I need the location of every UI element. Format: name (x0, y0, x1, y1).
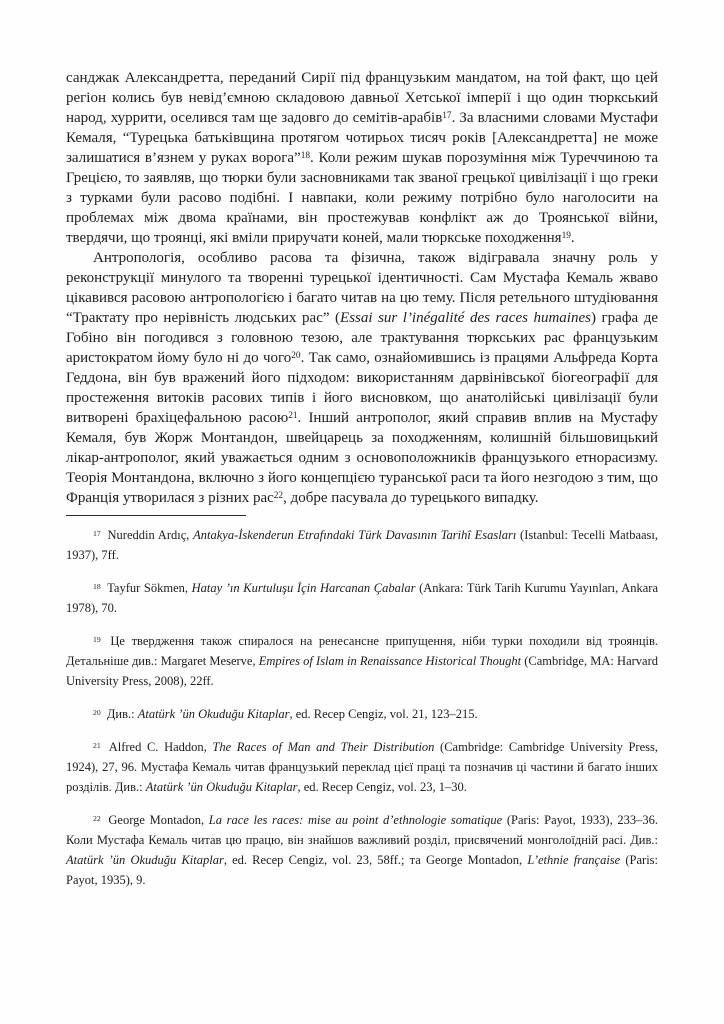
footnote-ref-21: 21 (288, 410, 298, 421)
italic-text-run: The Races of Man and Their Distribution (212, 740, 435, 754)
text-run: Антропологія, особливо расова та фізична, також відігравала значну роль у реконструкції минулого та творенні турецької ідентичності. Сам Мустафа Кемаль жваво цікавився расовою антропологією і багато читав на цю тему. Після ретельного штудіювання “Трактату про нерівність людських рас” ( (66, 250, 658, 326)
text-run: , ed. Recep Cengiz, vol. 23, 58ff.; та George Montadon, (223, 853, 528, 867)
text-run: (Ankara: Türk Tarih Kurumu Yayınları, Ankara 1978), 70. (66, 581, 658, 615)
italic-text-run: La race les races: mise au point d’ethnologie somatique (208, 813, 503, 827)
footnote-number: 19 (93, 634, 101, 644)
footnote-21 (66, 737, 658, 797)
footnote-separator (66, 515, 246, 516)
text-run: Див.: (106, 707, 138, 721)
footnotes-section (66, 525, 658, 890)
text-run: Tayfur Sökmen, (107, 581, 192, 595)
text-run: (Paris: Payot, 1933), 233–36. Коли Мустафа Кемаль читав цю працю, він знайшов важливий розділ, присвячений монголоїдній расі. Див.: (66, 813, 658, 847)
footnote-ref-18: 18 (300, 150, 311, 161)
footnote-ref-22: 22 (273, 490, 284, 501)
italic-text-run: Atatürk ’ün Okuduğu Kitaplar (145, 780, 298, 794)
footnote-17 (66, 525, 658, 565)
text-run: . За власними словами Мустафи Кемаля, “Турецька батьківщина протягом чотирьох тисяч років [Александретта] не може залишатися в’язнем у руках ворога” (66, 110, 658, 166)
text-run: , добре пасувала до турецького випадку. (283, 490, 539, 506)
text-run: . (570, 230, 575, 246)
text-run: (Cambridge: Cambridge University Press, 1924), 27, 96. Мустафа Кемаль читав французький переклад цієї праці та позначив ці частини й багато інших розділів. Див.: (66, 740, 658, 794)
footnote-22 (66, 810, 658, 890)
italic-text-run: Atatürk ’ün Okuduğu Kitaplar (66, 853, 224, 867)
text-run: Alfred C. Haddon, (108, 740, 213, 754)
footnote-number: 22 (93, 813, 101, 823)
text-run: , ed. Recep Cengiz, vol. 21, 123–215. (289, 707, 478, 721)
italic-text-run: L’ethnie française (527, 853, 621, 867)
footnote-number: 17 (93, 528, 101, 538)
text-run: , ed. Recep Cengiz, vol. 23, 1–30. (297, 780, 467, 794)
text-run: ) графа де Гобіно він погодився з головною тезою, але трактування тюркських рас французьким аристократом йому було ні до чого (66, 310, 659, 366)
text-run: . Інший антрополог, який справив вплив на Мустафу Кемаля, був Жорж Монтандон, швейцарець за походженням, колишній більшовицький лікар-антрополог, який уважається одним з основоположників французького етнорасизму. Теорія Монтандона, включно з його концепцією туранської раси та його незгодою з тим, що Франція утворилася з різних рас (66, 410, 658, 506)
footnote-ref-19: 19 (561, 230, 571, 241)
text-run: George Montadon, (108, 813, 209, 827)
text-run: (Cambridge, MA: Harvard University Press, 2008), 22ff. (66, 654, 658, 688)
text-run: Це твердження також спиралося на ренесансне припущення, ніби турки походили від троянців. Детальніше див.: Margaret Meserve, (66, 634, 659, 668)
text-run: (Istanbul: Tecelli Matbaası, 1937), 7ff. (66, 528, 659, 562)
body-paragraph-2 (66, 248, 658, 508)
body-paragraph-1 (66, 68, 658, 248)
footnote-20 (66, 704, 658, 724)
footnote-ref-20: 20 (291, 350, 301, 361)
footnote-19 (66, 631, 658, 691)
italic-text-run: Hatay ’ın Kurtuluşu İçin Harcanan Çabalar (191, 581, 416, 595)
italic-text-run: Atatürk ’ün Okuduğu Kitaplar (137, 707, 290, 721)
footnote-number: 21 (93, 740, 101, 750)
body-text-container (66, 68, 658, 508)
text-run: Nureddin Ardıç, (107, 528, 194, 542)
footnote-18 (66, 578, 658, 618)
text-run: . Коли режим шукав порозуміння між Туреччиною та Грецією, то заявляв, що тюрки були засновниками так званої грецької цивілізації і що греки з турками були расово подібні. І навпаки, коли режиму потрібно було наголосити на проблемах між двома країнами, він простежував конфлікт аж до Троянської війни, твердячи, що троянці, які вміли приручати коней, мали тюркське походження (66, 150, 658, 246)
text-run: (Paris: Payot, 1935), 9. (66, 853, 659, 887)
italic-text-run: Essai sur l’inégalité des races humaines (340, 310, 591, 326)
footnote-ref-17: 17 (442, 110, 452, 121)
text-run: санджак Александретта, переданий Сирії під французьким мандатом, на той факт, що цей регіон колись був невід’ємною складовою давньої Хетської імперії і що один тюркський народ, хуррити, оселився там ще задовго до семітів-арабів (66, 70, 658, 126)
text-run: . Так само, ознайомившись із працями Альфреда Корта Геддона, він був вражений його підходом: використанням дарвінівської біогеографії для простеження витоків расових типів і його висновком, що анатолійські цивілізації були витворені брахіцефальною расою (66, 350, 658, 426)
footnote-number: 18 (93, 581, 101, 591)
footnote-number: 20 (93, 707, 101, 717)
italic-text-run: Empires of Islam in Renaissance Historical Thought (258, 654, 522, 668)
italic-text-run: Antakya-İskenderun Etrafındaki Türk Davasının Tarihî Esasları (193, 528, 517, 542)
